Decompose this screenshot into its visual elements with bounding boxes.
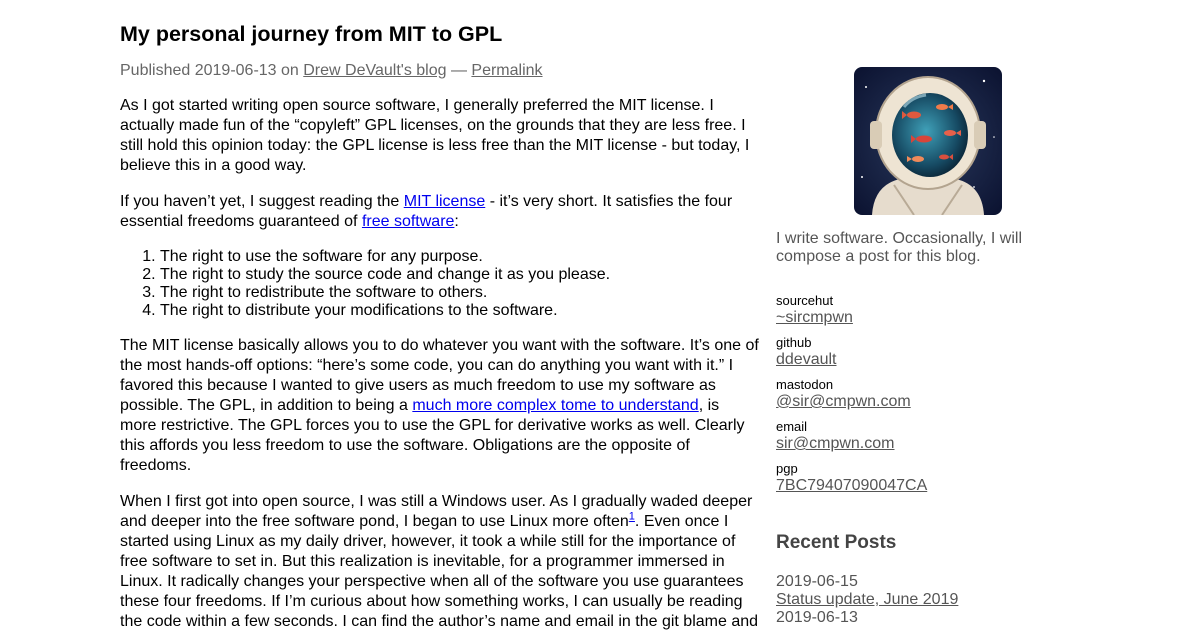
freedoms-list xyxy=(120,248,610,320)
link-mastodon xyxy=(776,377,927,419)
p3-text-after: , is more restrictive. The GPL forces you to use the GPL for derivative works as well. Clearly this affords you less freedom to use the software. Obligations are the opposite of freedoms. xyxy=(120,397,745,474)
post-link[interactable]: Status update, June 2019 xyxy=(776,591,959,608)
post-date: 2019-06-15 xyxy=(776,573,858,590)
free-software-link[interactable]: free software xyxy=(361,213,455,230)
permalink-link[interactable]: Permalink xyxy=(471,62,543,79)
sourcehut-link[interactable]: ~sircmpwn xyxy=(776,309,853,326)
recent-posts-heading: Recent Posts xyxy=(776,532,897,553)
link-label: email xyxy=(776,419,808,434)
profile-links xyxy=(776,293,927,503)
p2-text-after: : xyxy=(454,213,459,230)
link-label: pgp xyxy=(776,461,798,476)
link-sourcehut xyxy=(776,293,927,335)
blog-link[interactable]: Drew DeVault's blog xyxy=(303,62,447,79)
pgp-link[interactable]: 7BC79407090047CA xyxy=(776,477,928,494)
astronaut-avatar-image xyxy=(854,67,1002,215)
meta-separator: — xyxy=(446,62,472,79)
list-item: 2. The right to study the source code and change it as you please. xyxy=(160,266,610,284)
email-link[interactable]: sir@cmpwn.com xyxy=(776,435,895,452)
published-date: 2019-06-13 xyxy=(194,62,277,79)
paragraph-mit-vs-gpl xyxy=(120,336,760,476)
list-item: 4. The right to distribute your modifications to the software. xyxy=(160,302,610,320)
p2-text-before: If you haven’t yet, I suggest reading the xyxy=(120,193,404,210)
article-title: My personal journey from MIT to GPL xyxy=(120,22,503,46)
complex-tome-link[interactable]: much more complex tome to understand xyxy=(412,397,699,414)
link-label: github xyxy=(776,335,812,350)
link-pgp xyxy=(776,461,927,503)
p4-text-after: . Even once I started using Linux as my daily driver, however, it took a while still for the importance of free software to set in. But this realization is inevitable, for a programmer immersed in Linux. It radically changes your perspective when all of the software you use guarantees these four freedoms. If I’m curious about how something works, I can usually be reading the code within a few seconds. I can find the author’s name and email in the git blame and xyxy=(120,513,759,630)
paragraph-mit-suggestion xyxy=(120,192,760,232)
github-link[interactable]: ddevault xyxy=(776,351,837,368)
footnote-link[interactable]: 1 xyxy=(628,510,635,523)
p4-text-before: When I first got into open source, I was still a Windows user. As I gradually waded deeper and deeper into the free software pond, I began to use Linux more often xyxy=(120,493,753,530)
article-meta xyxy=(120,61,543,81)
published-label: Published xyxy=(120,62,195,79)
bio-text: I write software. Occasionally, I will compose a post for this blog. xyxy=(776,230,1022,265)
on-text: on xyxy=(276,62,304,79)
post-date: 2019-06-13 xyxy=(776,609,858,626)
p2-text-middle: - it’s very short. It satisfies the four essential freedoms guaranteed of xyxy=(120,193,733,230)
recent-posts-list xyxy=(776,573,1036,627)
list-item: 1. The right to use the software for any purpose. xyxy=(160,248,610,266)
link-email xyxy=(776,419,927,461)
link-label: sourcehut xyxy=(776,293,834,308)
link-github xyxy=(776,335,927,377)
link-label: mastodon xyxy=(776,377,834,392)
p3-text-before: The MIT license basically allows you to do whatever you want with the software. It’s one of the most hands-off options: “here’s some code, you can do anything you want with it.” I favored this because I wanted to give users as much freedom to use my software as possible. The GPL, in addition to being a xyxy=(120,337,759,414)
list-item: 3. The right to redistribute the software to others. xyxy=(160,284,610,302)
avatar xyxy=(854,67,1002,215)
paragraph-journey xyxy=(120,492,760,630)
mastodon-link[interactable]: @sir@cmpwn.com xyxy=(776,393,911,410)
paragraph-intro: As I got started writing open source software, I generally preferred the MIT license. I actually made fun of the “copyleft” GPL licenses, on the grounds that they are less free. I still hold this opinion today: the GPL license is less free than the MIT license - but today, I believe this in a good way. xyxy=(120,97,750,174)
mit-license-link[interactable]: MIT license xyxy=(403,193,486,210)
